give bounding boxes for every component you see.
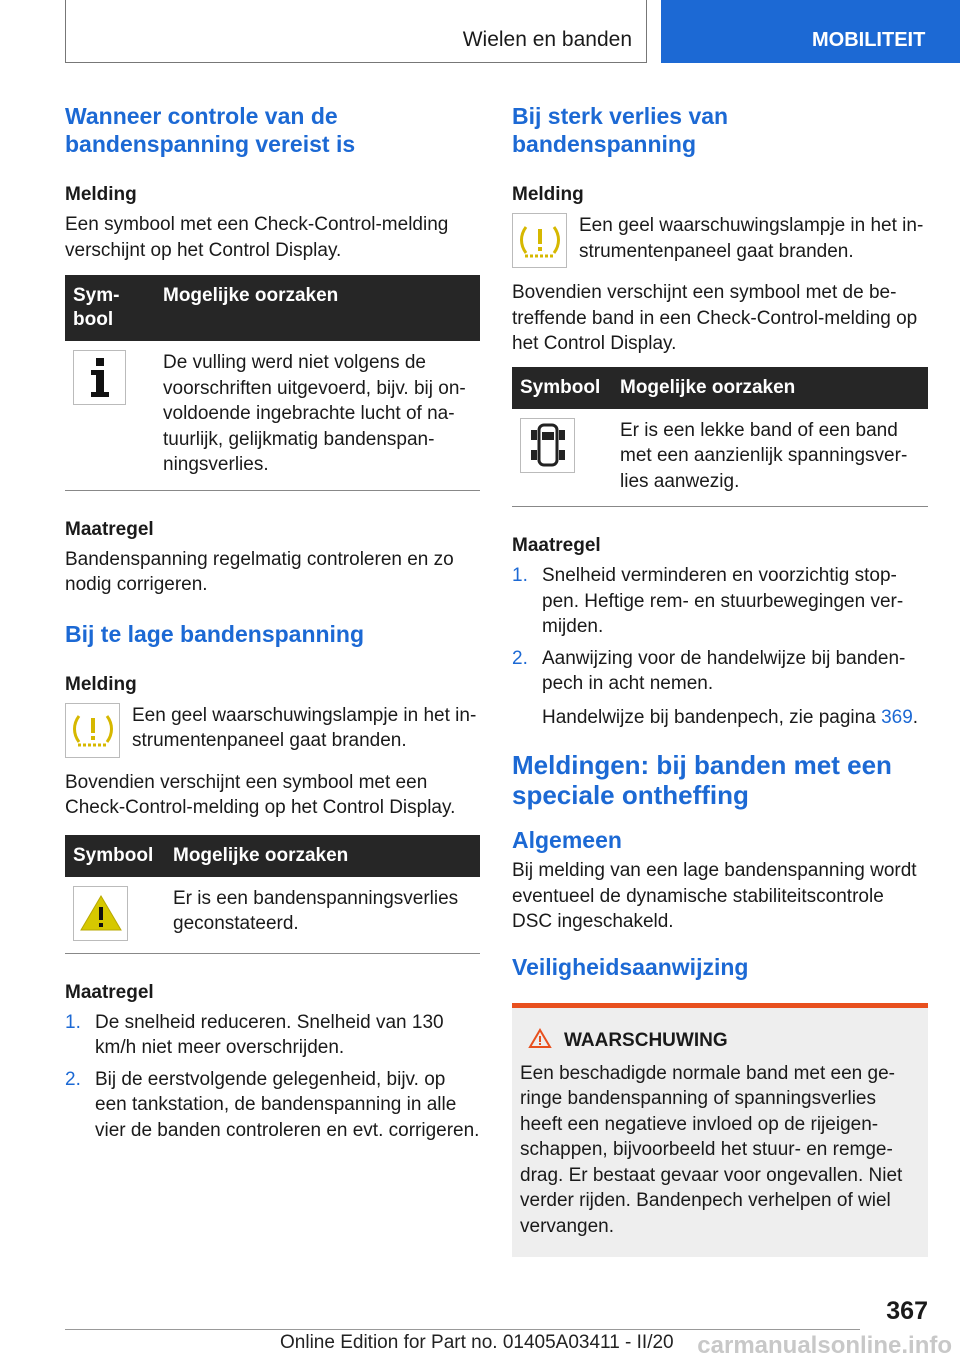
intro-text: Een symbool met een Check-Control-melding verschijnt op het Control Display. <box>65 214 449 261</box>
warning-lamp-row <box>512 213 928 268</box>
right-column <box>512 102 928 1257</box>
warning-triangle-icon <box>73 886 128 941</box>
list-item: 1. Snelheid verminderen en voorzichtig stop-pen. Heftige rem- en stuurbewegingen ver-mijden. <box>512 565 904 637</box>
symbol-table-3 <box>512 367 928 508</box>
table-cell-cause: Er is een bandenspanningsverlies geconstateerd. <box>165 877 480 954</box>
tire-pressure-warning-icon <box>512 213 567 268</box>
page-reference: Handelwijze bij bandenpech, zie pagina 369. <box>542 706 919 728</box>
left-column <box>65 102 480 1143</box>
table-header-symbol: Symbool <box>65 835 165 877</box>
edition-note: Online Edition for Part no. 01405A03411 - II/20 <box>280 1332 674 1353</box>
table-row <box>65 877 480 954</box>
warning-header <box>520 1028 920 1055</box>
table-row <box>512 409 928 507</box>
watermark-logo: carmanualsonline.info <box>697 1332 952 1359</box>
table-cell-cause: De vulling werd niet volgens de voorschriften uitgevoerd, bijv. bij on-voldoende ingebrachte lucht of na-tuurlijk, gelijkmatig bandenspan-ningsverlies. <box>155 341 480 490</box>
table-header-causes: Mogelijke oorzaken <box>155 275 480 341</box>
maatregel-label: Maatregel <box>65 981 154 1003</box>
general-text: Bij melding van een lage bandenspanning wordt eventueel de dynamische stabiliteitscontrole DSC ingeschakeld. <box>512 860 917 932</box>
steps-list <box>512 563 928 697</box>
table-row <box>65 341 480 490</box>
table-cell-cause: Er is een lekke band of een band met een aanzienlijk spanningsver-lies aanwezig. <box>612 409 928 507</box>
symbol-table-1 <box>65 275 480 491</box>
car-tire-icon <box>520 418 575 473</box>
extra-text: Bovendien verschijnt een symbool met een Check-Control-melding op het Control Display. <box>65 771 456 818</box>
warning-title: WAARSCHUWING <box>564 1030 728 1051</box>
table-header-symbol: Symbool <box>512 367 612 409</box>
extra-text: Bovendien verschijnt een symbool met de be-treffende band in een Check-Control-melding op het Control Display. <box>512 282 918 354</box>
symbol-table-2 <box>65 835 480 954</box>
melding-label: Melding <box>65 673 137 695</box>
list-item: 1. De snelheid reduceren. Snelheid van 130 km/h niet meer overschrijden. <box>65 1011 444 1058</box>
footer-divider <box>65 1329 860 1330</box>
subheading-safety: Veiligheidsaanwijzing <box>512 953 749 980</box>
warning-triangle-icon <box>528 1028 552 1055</box>
maatregel-label: Maatregel <box>65 518 154 540</box>
warning-text: Een beschadigde normale band met een ge-ringe bandenspanning of spanningsverlies heeft een negatieve invloed op de rijeigen-schappen, bijvoorbeeld het stuur- en remge-drag. Er bestaat gevaar voor ongevallen. Niet verder rijden. Bandenpech verhelpen of wiel vervangen. <box>520 1062 903 1237</box>
table-header-causes: Mogelijke oorzaken <box>165 835 480 877</box>
info-icon <box>73 350 126 405</box>
warning-lamp-row <box>65 703 480 758</box>
list-item: 2. Aanwijzing voor de handelwijze bij banden-pech in acht nemen. <box>512 647 906 694</box>
section-heading-strong-loss: Bij sterk verlies van bandenspanning <box>512 103 729 157</box>
steps-list <box>65 1010 480 1144</box>
header-section-box <box>65 0 647 63</box>
section-heading-low-pressure: Bij te lage bandenspanning <box>65 620 365 647</box>
table-header-symbol: Sym- bool <box>65 275 155 341</box>
warning-box <box>512 1003 928 1258</box>
subheading-general: Algemeen <box>512 827 622 853</box>
maatregel-text: Bandenspanning regelmatig controleren en zo nodig corrigeren. <box>65 548 454 595</box>
melding-label: Melding <box>512 184 584 205</box>
chapter-tab: MOBILITEIT <box>661 0 960 63</box>
section-title: Wielen en banden <box>462 28 632 51</box>
table-header-causes: Mogelijke oorzaken <box>612 367 928 409</box>
page-number: 367 <box>886 1297 928 1325</box>
page-link[interactable]: 369 <box>881 706 913 728</box>
warning-lamp-text: Een geel waarschuwingslampje in het in-strumentenpaneel gaat branden. <box>132 704 477 751</box>
warning-lamp-text: Een geel waarschuwingslampje in het in-strumentenpaneel gaat branden. <box>579 215 924 262</box>
section-heading-special: Meldingen: bij banden met een speciale ontheffing <box>512 750 892 810</box>
list-item: 2. Bij de eerstvolgende gelegenheid, bijv. op een tankstation, de bandenspanning in alle vier de banden controleren en evt. corrigeren. <box>65 1068 480 1141</box>
maatregel-label: Maatregel <box>512 535 601 556</box>
tire-pressure-warning-icon <box>65 703 120 758</box>
melding-label: Melding <box>65 184 137 205</box>
section-heading-check: Wanneer controle van de bandenspanning vereist is <box>65 103 356 157</box>
